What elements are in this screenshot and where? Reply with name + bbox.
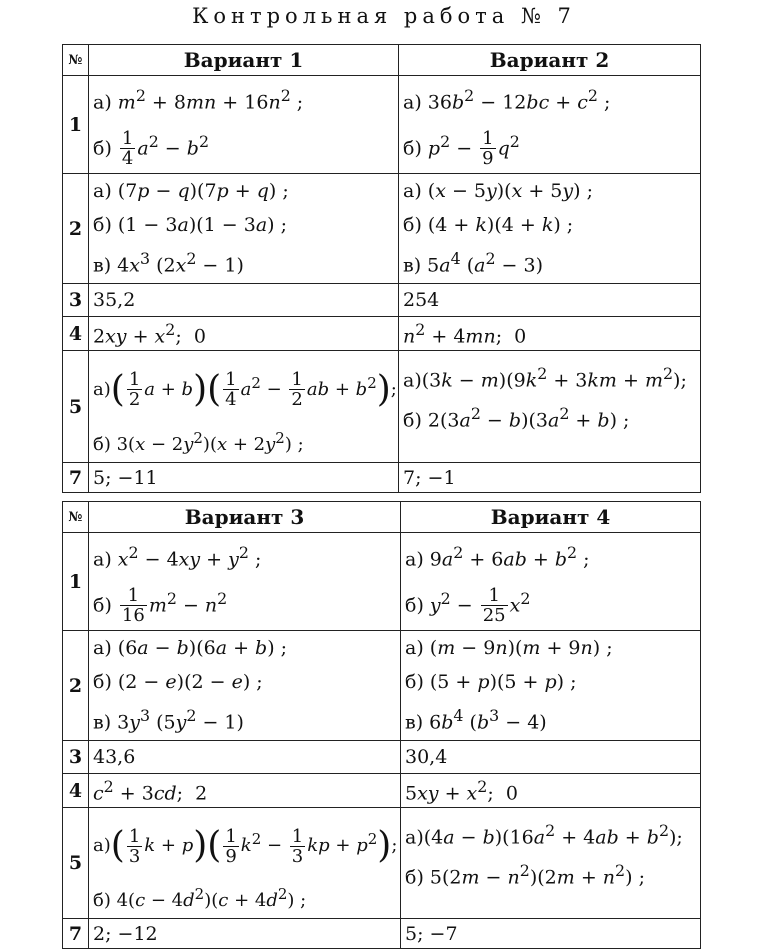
answer-cell: а)( $\frac{1}{3}$ k + p)( $\frac{1}{9}$ $k^2$ − $\frac{1}{3}$ kp + $p^2$); б) $4(c - 4d^2)(c + 4d^2)$ ; <box>89 808 401 919</box>
answer-cell: $5xy + x^2$; 0 <box>401 774 701 808</box>
table-row <box>63 76 701 174</box>
table-row <box>63 174 701 284</box>
table-row <box>63 808 701 919</box>
number-header: № <box>63 502 89 533</box>
answer-cell: 5; −11 <box>89 463 399 493</box>
number-header: № <box>63 45 89 76</box>
answer-cell: 35,2 <box>89 284 399 317</box>
variant-header: Вариант 4 <box>401 502 701 533</box>
task-number: 3 <box>63 284 89 317</box>
answer-cell: а) (6a − b)(6a + b) ; б) (2 − e)(2 − e) ; в) $3y^3$ $(5y^2 - 1)$ <box>89 631 401 741</box>
answer-cell: а) (m − 9n)(m + 9n) ; б) (5 + p)(5 + p) ; в) $6b^4$ $(b^3 - 4)$ <box>401 631 701 741</box>
answer-cell: $n^2 + 4mn$; 0 <box>399 317 701 351</box>
page-title: Контрольная работа № 7 <box>192 4 576 28</box>
task-number: 4 <box>63 774 89 808</box>
table-row <box>63 351 701 463</box>
answer-cell: 43,6 <box>89 741 401 774</box>
task-number: 1 <box>63 533 89 631</box>
table-row <box>63 919 701 949</box>
task-number: 4 <box>63 317 89 351</box>
answer-cell: а) $m^2 + 8mn + 16n^2$ ; б) $\frac{1}{4}$ $a^2 - b^2$ <box>89 76 399 174</box>
answer-cell: а) (x − 5y)(x + 5y) ; б) (4 + k)(4 + k) ; в) $5a^4$ $(a^2 - 3)$ <box>399 174 701 284</box>
header-row <box>63 502 701 533</box>
answer-cell: $2xy + x^2$; 0 <box>89 317 399 351</box>
table-row <box>63 533 701 631</box>
variant-header: Вариант 2 <box>399 45 701 76</box>
answer-cell: $а)(4a - b)(16a^2 + 4ab + b^2)$; б) $5(2m - n^2)(2m + n^2)$ ; <box>401 808 701 919</box>
answer-cell: 5; −7 <box>401 919 701 949</box>
answer-cell: 2; −12 <box>89 919 401 949</box>
task-number: 7 <box>63 463 89 493</box>
variant-header: Вариант 3 <box>89 502 401 533</box>
answer-cell: а) $36b^2 - 12bc + c^2$ ; б) $p^2$ − $\frac{1}{9}$ $q^2$ <box>399 76 701 174</box>
task-number: 7 <box>63 919 89 949</box>
table-row <box>63 741 701 774</box>
answers-table-2 <box>62 501 701 949</box>
task-number: 5 <box>63 808 89 919</box>
answer-cell: 7; −1 <box>399 463 701 493</box>
answer-cell: 30,4 <box>401 741 701 774</box>
variant-header: Вариант 1 <box>89 45 399 76</box>
task-number: 1 <box>63 76 89 174</box>
answer-cell: $c^2 + 3cd$; 2 <box>89 774 401 808</box>
table-row <box>63 284 701 317</box>
header-row <box>63 45 701 76</box>
answer-cell: а) $9a^2 + 6ab + b^2$ ; б) $y^2$ − $\frac{1}{25}$ $x^2$ <box>401 533 701 631</box>
task-number: 2 <box>63 174 89 284</box>
answers-table-1 <box>62 44 701 493</box>
table-row <box>63 317 701 351</box>
task-number: 3 <box>63 741 89 774</box>
answer-cell: а)( $\frac{1}{2}$ a + b)( $\frac{1}{4}$ $a^2$ − $\frac{1}{2}$ ab + $b^2$); б) $3(x - 2y^2)(x + 2y^2)$ ; <box>89 351 399 463</box>
task-number: 2 <box>63 631 89 741</box>
table-row <box>63 463 701 493</box>
answer-cell: $а)(3k - m)(9k^2 + 3km + m^2)$; б) $2(3a^2 - b)(3a^2 + b)$ ; <box>399 351 701 463</box>
table-row <box>63 631 701 741</box>
task-number: 5 <box>63 351 89 463</box>
answer-cell: а) (7p − q)(7p + q) ; б) (1 − 3a)(1 − 3a) ; в) $4x^3$ $(2x^2 - 1)$ <box>89 174 399 284</box>
answer-cell: а) $x^2 - 4xy + y^2$ ; б) $\frac{1}{16}$ $m^2 - n^2$ <box>89 533 401 631</box>
answer-cell: 254 <box>399 284 701 317</box>
table-row <box>63 774 701 808</box>
